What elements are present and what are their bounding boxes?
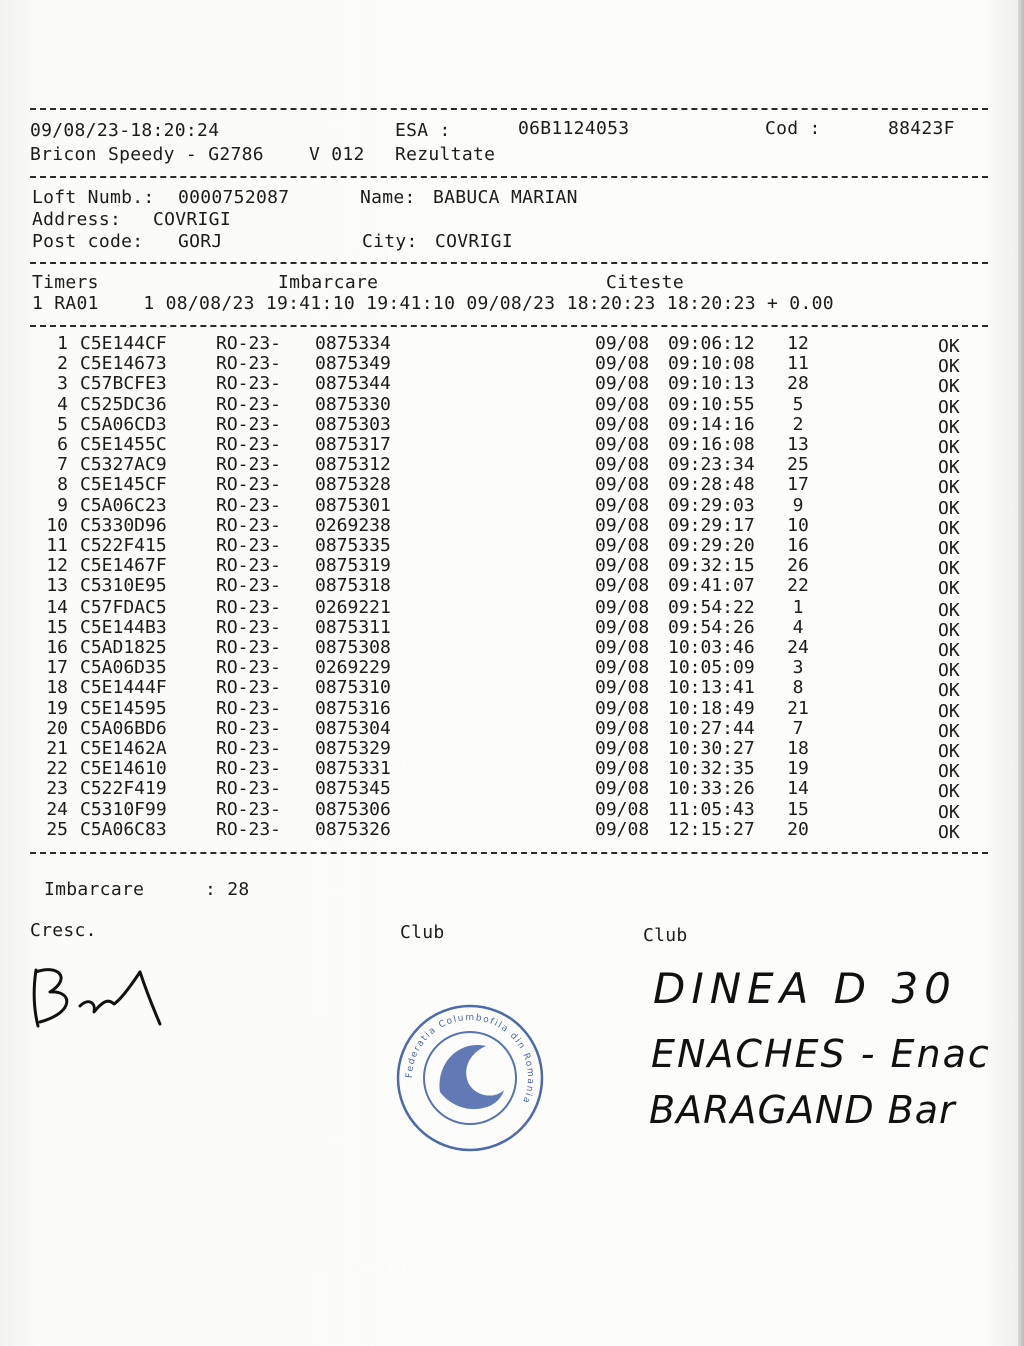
ring-number: 0875303: [315, 413, 391, 435]
fancier-name: BABUCA MARIAN: [433, 187, 578, 208]
ring-prefix: RO-23-: [216, 373, 282, 395]
ring-prefix: RO-23-: [216, 637, 282, 658]
table-row: [0, 616, 1000, 641]
separator-header: [30, 176, 988, 178]
place-number: 22: [787, 575, 809, 597]
row-index: 23: [46, 778, 68, 800]
esa-label: ESA :: [395, 120, 451, 141]
ring-code: C5327AC9: [80, 454, 167, 476]
ring-number: 0875318: [315, 575, 391, 597]
row-index: 1: [57, 333, 68, 354]
handwriting-line-2: ENACHES - Enac: [651, 1032, 991, 1076]
table-row: [0, 413, 1000, 438]
loft-label: Loft Numb.:: [32, 187, 155, 208]
arrival-time: 10:05:09: [668, 657, 755, 679]
arrival-time: 10:30:27: [668, 738, 755, 759]
arrival-date: 09/08: [595, 393, 650, 415]
ring-prefix: RO-23-: [216, 818, 282, 840]
table-row: [0, 637, 1000, 661]
ring-number: 0875319: [315, 555, 391, 577]
status-ok: OK: [938, 497, 960, 519]
ring-number: 0875329: [315, 738, 391, 759]
ring-prefix: RO-23-: [216, 413, 282, 435]
city-value: COVRIGI: [435, 231, 513, 252]
arrival-date: 09/08: [595, 596, 650, 618]
arrival-time: 12:15:27: [668, 818, 755, 840]
status-ok: OK: [938, 700, 960, 722]
place-number: 13: [787, 434, 809, 455]
row-index: 9: [57, 494, 68, 516]
arrival-date: 09/08: [595, 818, 650, 840]
arrival-date: 09/08: [595, 717, 650, 739]
imbarcare-total-value: : 28: [205, 879, 250, 900]
separator-timers: [30, 325, 988, 327]
club-handwriting: [645, 955, 1015, 1145]
breeder-signature: [28, 960, 178, 1040]
ring-prefix: RO-23-: [216, 798, 282, 820]
cresc-label: Cresc.: [30, 920, 97, 941]
place-number: 3: [792, 657, 804, 679]
place-number: 25: [787, 454, 809, 476]
row-index: 2: [57, 353, 68, 375]
arrival-time: 09:54:22: [668, 596, 755, 618]
ring-code: C5A06BD6: [80, 717, 167, 739]
status-ok: OK: [938, 660, 960, 682]
ring-code: C5E145CF: [80, 474, 167, 496]
status-ok: OK: [938, 477, 960, 499]
place-number: 18: [787, 738, 809, 759]
place-number: 15: [787, 798, 809, 820]
place-number: 24: [787, 637, 809, 658]
arrival-date: 09/08: [595, 657, 650, 679]
arrival-date: 09/08: [595, 738, 650, 759]
ring-code: C57BCFE3: [80, 373, 167, 395]
table-row: [0, 798, 1000, 823]
arrival-date: 09/08: [595, 454, 650, 476]
table-row: [0, 393, 1000, 418]
ring-code: C522F419: [80, 778, 167, 800]
citeste-col-label: Citeste: [606, 272, 684, 293]
status-ok: OK: [938, 356, 960, 378]
ring-prefix: RO-23-: [216, 393, 282, 415]
table-row: [0, 818, 1000, 843]
row-index: 16: [46, 637, 68, 658]
status-ok: OK: [938, 741, 960, 762]
ring-prefix: RO-23-: [216, 353, 282, 375]
ring-code: C5A06CD3: [80, 413, 167, 435]
ring-number: 0875328: [315, 474, 391, 496]
ring-code: C5310E95: [80, 575, 167, 597]
imbarcare-col-label: Imbarcare: [278, 272, 379, 293]
table-row: [0, 596, 1000, 621]
ring-number: 0269221: [315, 596, 391, 618]
handwriting-line-1: DINEA D 30: [653, 964, 957, 1013]
row-index: 8: [57, 474, 68, 496]
ring-code: C522F415: [80, 535, 167, 556]
ring-code: C5E14610: [80, 758, 167, 780]
table-row: [0, 494, 1000, 519]
arrival-time: 09:10:55: [668, 393, 755, 415]
arrival-date: 09/08: [595, 474, 650, 496]
ring-prefix: RO-23-: [216, 555, 282, 577]
ring-number: 0875312: [315, 454, 391, 476]
ring-prefix: RO-23-: [216, 738, 282, 759]
ring-number: 0875301: [315, 494, 391, 516]
postcode-value: GORJ: [178, 231, 223, 252]
esa-value: 06B1124053: [518, 118, 630, 139]
status-ok: OK: [938, 821, 960, 843]
ring-number: 0875344: [315, 373, 391, 395]
table-row: [0, 353, 1000, 378]
status-ok: OK: [938, 538, 960, 559]
status-ok: OK: [938, 801, 960, 823]
table-row: [0, 738, 1000, 762]
table-row: [0, 373, 1000, 398]
arrival-time: 09:23:34: [668, 454, 755, 476]
ring-number: 0875306: [315, 798, 391, 820]
row-index: 5: [57, 413, 68, 435]
ring-number: 0875331: [315, 758, 391, 780]
row-index: 20: [46, 717, 68, 739]
ring-number: 0875330: [315, 393, 391, 415]
table-row: [0, 758, 1000, 783]
ring-prefix: RO-23-: [216, 758, 282, 780]
table-row: [0, 434, 1000, 458]
arrival-time: 11:05:43: [668, 798, 755, 820]
arrival-date: 09/08: [595, 514, 650, 536]
city-label: City:: [362, 231, 418, 252]
arrival-time: 10:13:41: [668, 677, 755, 699]
club-label-1: Club: [400, 922, 445, 943]
row-index: 10: [46, 514, 68, 536]
status-ok: OK: [938, 336, 960, 357]
ring-prefix: RO-23-: [216, 494, 282, 516]
name-label: Name:: [360, 187, 416, 208]
row-index: 24: [46, 798, 68, 820]
ring-number: 0875349: [315, 353, 391, 375]
place-number: 1: [792, 596, 804, 618]
status-ok: OK: [938, 396, 960, 418]
arrival-time: 10:32:35: [668, 758, 755, 780]
ring-prefix: RO-23-: [216, 434, 282, 455]
arrival-date: 09/08: [595, 758, 650, 780]
arrival-time: 09:54:26: [668, 616, 755, 638]
race-name: Bricon Speedy - G2786: [30, 144, 264, 165]
report-timestamp: 09/08/23-18:20:24: [30, 120, 220, 141]
arrival-time: 09:32:15: [668, 555, 755, 577]
arrival-date: 09/08: [595, 798, 650, 820]
place-number: 20: [787, 818, 809, 840]
ring-number: 0875308: [315, 637, 391, 658]
ring-number: 0875310: [315, 677, 391, 699]
row-index: 3: [57, 373, 68, 395]
ring-number: 0269238: [315, 514, 391, 536]
ring-code: C5E1467F: [80, 555, 167, 577]
place-number: 19: [787, 758, 809, 780]
timers-label: Timers: [32, 272, 99, 293]
place-number: 10: [787, 514, 809, 536]
place-number: 14: [787, 778, 809, 800]
club-label-2: Club: [643, 925, 688, 946]
ring-number: 0875316: [315, 697, 391, 719]
ring-code: C5310F99: [80, 798, 167, 820]
ring-number: 0269229: [315, 657, 391, 679]
cod-label: Cod :: [765, 118, 821, 139]
arrival-time: 10:18:49: [668, 697, 755, 719]
ring-number: 0875317: [315, 434, 391, 455]
arrival-time: 09:28:48: [668, 474, 755, 496]
status-ok: OK: [938, 640, 960, 661]
place-number: 16: [787, 535, 809, 556]
arrival-time: 09:29:17: [668, 514, 755, 536]
ring-prefix: RO-23-: [216, 535, 282, 556]
ring-number: 0875311: [315, 616, 391, 638]
stamp-text: Federatia Columbofila din Romania: [404, 1012, 536, 1106]
ring-prefix: RO-23-: [216, 454, 282, 476]
row-index: 6: [57, 434, 68, 455]
arrival-time: 09:14:16: [668, 413, 755, 435]
ring-prefix: RO-23-: [216, 575, 282, 597]
ring-code: C5A06D35: [80, 657, 167, 679]
arrival-date: 09/08: [595, 353, 650, 375]
ring-code: C5A06C83: [80, 818, 167, 840]
status-ok: OK: [938, 761, 960, 783]
arrival-time: 09:16:08: [668, 434, 755, 455]
ring-prefix: RO-23-: [216, 717, 282, 739]
table-row: [0, 555, 1000, 580]
cod-value: 88423F: [888, 118, 955, 139]
arrival-date: 09/08: [595, 535, 650, 556]
arrival-date: 09/08: [595, 637, 650, 658]
place-number: 28: [787, 373, 809, 395]
ring-code: C5A06C23: [80, 494, 167, 516]
ring-prefix: RO-23-: [216, 514, 282, 536]
place-number: 17: [787, 474, 809, 496]
arrival-date: 09/08: [595, 413, 650, 435]
separator-results: [30, 852, 988, 854]
place-number: 11: [787, 353, 809, 375]
ring-number: 0875326: [315, 818, 391, 840]
ring-prefix: RO-23-: [216, 474, 282, 496]
ring-prefix: RO-23-: [216, 677, 282, 699]
arrival-time: 10:27:44: [668, 717, 755, 739]
arrival-date: 09/08: [595, 333, 650, 354]
status-ok: OK: [938, 720, 960, 742]
row-index: 15: [46, 616, 68, 638]
ring-code: C5330D96: [80, 514, 167, 536]
timer-line: 1 RA01 1 08/08/23 19:41:10 19:41:10 09/08/23 18:20:23 18:20:23 + 0.00: [32, 293, 834, 314]
postcode-label: Post code:: [32, 231, 144, 252]
table-row: [0, 514, 1000, 539]
ring-code: C5E14673: [80, 353, 167, 375]
place-number: 4: [792, 616, 804, 638]
arrival-date: 09/08: [595, 697, 650, 719]
version: V 012: [309, 144, 365, 165]
ring-number: 0875334: [315, 333, 391, 354]
arrival-date: 09/08: [595, 494, 650, 516]
table-row: [0, 575, 1000, 600]
status-ok: OK: [938, 376, 960, 398]
status-ok: OK: [938, 680, 960, 702]
row-index: 17: [46, 657, 68, 679]
table-row: [0, 697, 1000, 722]
status-ok: OK: [938, 517, 960, 539]
separator-top: [30, 108, 988, 110]
address-label: Address:: [32, 209, 122, 230]
club-stamp: [390, 1000, 550, 1156]
ring-code: C5E1455C: [80, 434, 167, 455]
ring-code: C525DC36: [80, 393, 167, 415]
row-index: 18: [46, 677, 68, 699]
arrival-date: 09/08: [595, 616, 650, 638]
arrival-date: 09/08: [595, 677, 650, 699]
status-ok: OK: [938, 558, 960, 580]
table-row: [0, 677, 1000, 702]
arrival-time: 09:29:20: [668, 535, 755, 556]
table-row: [0, 474, 1000, 499]
place-number: 21: [787, 697, 809, 719]
row-index: 19: [46, 697, 68, 719]
ring-code: C5E144CF: [80, 333, 167, 354]
status-ok: OK: [938, 781, 960, 803]
ring-number: 0875345: [315, 778, 391, 800]
status-ok: OK: [938, 619, 960, 641]
ring-prefix: RO-23-: [216, 596, 282, 618]
arrival-date: 09/08: [595, 373, 650, 395]
arrival-date: 09/08: [595, 555, 650, 577]
arrival-time: 10:03:46: [668, 637, 755, 658]
place-number: 9: [792, 494, 804, 516]
imbarcare-total-label: Imbarcare: [44, 879, 145, 900]
page-edge-shadow: [1018, 0, 1024, 1346]
handwriting-line-3: BARAGAND Bar: [649, 1088, 956, 1132]
ring-code: C57FDAC5: [80, 596, 167, 618]
arrival-date: 09/08: [595, 778, 650, 800]
table-row: [0, 454, 1000, 479]
ring-number: 0875304: [315, 717, 391, 739]
ring-number: 0875335: [315, 535, 391, 556]
row-index: 4: [57, 393, 68, 415]
ring-code: C5E14595: [80, 697, 167, 719]
table-row: [0, 657, 1000, 682]
status-ok: OK: [938, 599, 960, 621]
ring-prefix: RO-23-: [216, 697, 282, 719]
place-number: 2: [792, 413, 804, 435]
place-number: 7: [792, 717, 804, 739]
status-ok: OK: [938, 457, 960, 479]
row-index: 14: [46, 596, 68, 618]
ring-prefix: RO-23-: [216, 333, 282, 354]
place-number: 5: [792, 393, 804, 415]
status-ok: OK: [938, 578, 960, 600]
place-number: 8: [792, 677, 804, 699]
arrival-time: 09:10:08: [668, 353, 755, 375]
loft-number: 0000752087: [178, 187, 290, 208]
place-number: 26: [787, 555, 809, 577]
row-index: 11: [46, 535, 68, 556]
place-number: 12: [787, 333, 809, 354]
ring-code: C5E1444F: [80, 677, 167, 699]
ring-prefix: RO-23-: [216, 616, 282, 638]
table-row: [0, 778, 1000, 803]
status-ok: OK: [938, 416, 960, 438]
status-ok: OK: [938, 437, 960, 458]
arrival-time: 09:29:03: [668, 494, 755, 516]
table-row: [0, 717, 1000, 742]
table-row: [0, 535, 1000, 559]
arrival-time: 10:33:26: [668, 778, 755, 800]
ring-prefix: RO-23-: [216, 778, 282, 800]
arrival-date: 09/08: [595, 434, 650, 455]
arrival-date: 09/08: [595, 575, 650, 597]
arrival-time: 09:41:07: [668, 575, 755, 597]
ring-code: C5E144B3: [80, 616, 167, 638]
address-value: COVRIGI: [153, 209, 231, 230]
report-type: Rezultate: [395, 144, 496, 165]
arrival-time: 09:06:12: [668, 333, 755, 354]
row-index: 25: [46, 818, 68, 840]
separator-loft: [30, 262, 988, 264]
row-index: 13: [46, 575, 68, 597]
row-index: 12: [46, 555, 68, 577]
table-row: [0, 333, 1000, 357]
ring-code: C5AD1825: [80, 637, 167, 658]
row-index: 21: [46, 738, 68, 759]
ring-code: C5E1462A: [80, 738, 167, 759]
ring-prefix: RO-23-: [216, 657, 282, 679]
arrival-time: 09:10:13: [668, 373, 755, 395]
row-index: 22: [46, 758, 68, 780]
row-index: 7: [57, 454, 68, 476]
